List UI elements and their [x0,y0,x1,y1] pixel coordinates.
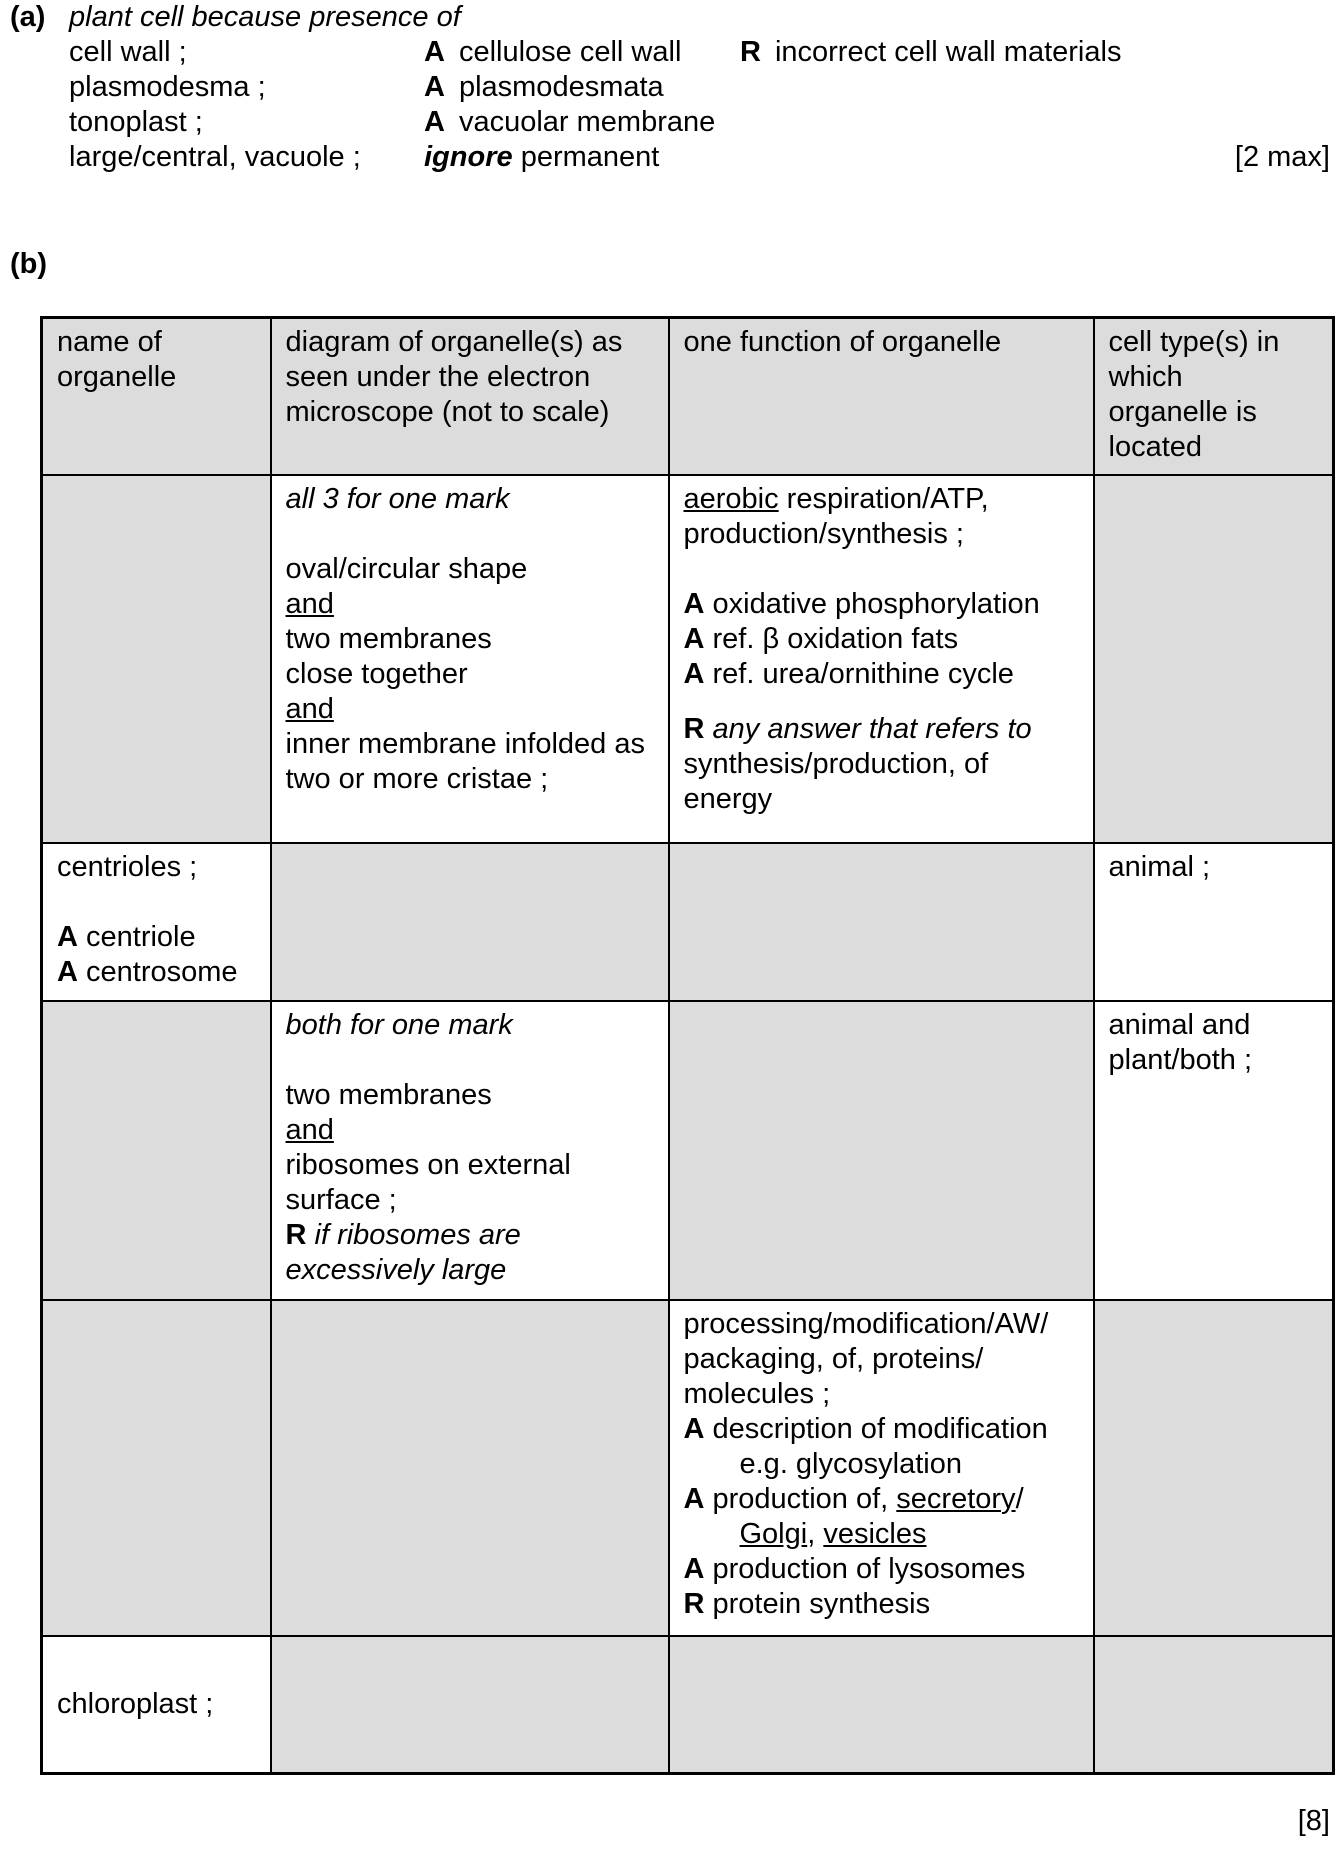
row1-name-cell [42,475,271,843]
accept-prefix: A [683,622,705,655]
part-a-answer-2: plasmodesma ; [69,71,266,103]
part-a-note-1 [424,35,681,70]
accept-prefix: A [683,657,705,690]
function-text: packaging, of, proteins/ [683,1342,984,1375]
diagram-line: close together [285,657,468,690]
row5-diagram-cell [271,1636,669,1774]
note-text: plasmodesmata [458,71,664,103]
mark-scheme-note: all 3 for one mark [285,482,510,515]
table-row [42,1300,1334,1636]
row1-cell-type-cell [1094,475,1334,843]
row2-cell-type-cell [1094,843,1334,1001]
and-connector: and [285,1113,334,1146]
accept-prefix: A [683,1552,705,1585]
table-header-row [42,318,1334,475]
diagram-line: oval/circular shape [285,552,528,585]
row4-name-cell [42,1300,271,1636]
part-a-answer-3: tonoplast ; [69,106,203,138]
accept-prefix: A [683,587,705,620]
reject-text: excessively large [285,1253,507,1286]
header-line: seen under the electron [285,361,591,393]
function-text: respiration/ATP, [778,482,989,515]
accept-prefix: A [424,36,445,68]
diagram-line: two or more cristae ; [285,762,549,795]
part-a-label: (a) [10,1,46,33]
header-line: cell type(s) in [1108,326,1280,358]
part-b-marks: [8] [1297,1805,1330,1837]
row2-function-cell [669,843,1094,1001]
header-line: located [1108,431,1203,463]
part-a-note-2 [424,70,664,105]
accept-prefix: A [424,106,445,138]
header-line: organelle is [1108,396,1257,428]
header-name [42,318,271,475]
table-row [42,843,1334,1001]
header-line: name of [57,326,162,358]
header-function [669,318,1094,475]
function-text: production/synthesis ; [683,517,964,550]
row5-cell-type-cell [1094,1636,1334,1774]
reject-prefix: R [285,1218,307,1251]
row2-name-cell [42,843,271,1001]
row4-function-cell [669,1300,1094,1636]
row1-diagram-cell [271,475,669,843]
reject-prefix: R [740,36,761,68]
cell-type: animal ; [1108,850,1211,883]
diagram-line: two membranes [285,622,492,655]
alternative-name: centriole [77,920,196,953]
function-text: oxidative phosphorylation [704,587,1040,620]
function-text: description of modification [704,1412,1048,1445]
function-text: processing/modification/AW/ [683,1307,1049,1340]
header-cell-type [1094,318,1334,475]
cell-type: animal and [1108,1008,1251,1041]
row5-function-cell [669,1636,1094,1774]
part-b-label: (b) [10,248,48,280]
organelle-table [40,316,1335,1775]
function-text: e.g. glycosylation [739,1447,962,1480]
function-text: production of, [704,1482,897,1515]
function-text: energy [683,782,773,815]
function-text: production of lysosomes [704,1552,1026,1585]
row4-diagram-cell [271,1300,669,1636]
function-text: synthesis/production, of [683,747,989,780]
part-a-marks: [2 max] [1234,141,1330,173]
reject-prefix: R [683,1587,705,1620]
part-a-answer-4: large/central, vacuole ; [69,141,361,173]
header-line: microscope (not to scale) [285,396,610,428]
accept-prefix: A [424,71,445,103]
accept-prefix: A [57,920,78,953]
reject-text: any answer that refers to [704,712,1032,745]
diagram-line: surface ; [285,1183,397,1216]
function-text: ref. β oxidation fats [704,622,959,655]
underlined-term: Golgi [739,1517,808,1550]
row3-cell-type-cell [1094,1001,1334,1300]
row1-function-cell [669,475,1094,843]
function-text: ref. urea/ornithine cycle [704,657,1014,690]
table-row [42,1636,1334,1774]
diagram-line: two membranes [285,1078,492,1111]
row5-name-cell [42,1636,271,1774]
and-connector: and [285,587,334,620]
note-text: permanent [520,141,660,173]
header-line: organelle [57,361,177,393]
header-line: diagram of organelle(s) as [285,326,623,358]
row3-diagram-cell [271,1001,669,1300]
header-line: one function of organelle [683,326,1002,358]
underlined-term: vesicles [823,1517,927,1550]
cell-type: plant/both ; [1108,1043,1252,1076]
extra-text: incorrect cell wall materials [774,36,1122,68]
note-text: cellulose cell wall [458,36,682,68]
and-connector: and [285,692,334,725]
part-a-extra-1 [740,35,1121,70]
note-text: vacuolar membrane [458,106,716,138]
part-a-note-3 [424,105,715,140]
header-diagram [271,318,669,475]
diagram-line: inner membrane infolded as [285,727,645,760]
function-text: molecules ; [683,1377,831,1410]
organelle-name: chloroplast ; [57,1687,214,1720]
function-text: , [807,1517,824,1550]
ignore-prefix: ignore [424,141,513,173]
function-text: / [1015,1482,1024,1515]
table-row [42,1001,1334,1300]
row3-function-cell [669,1001,1094,1300]
organelle-name: centrioles ; [57,850,198,883]
alternative-name: centrosome [77,955,238,988]
part-a-intro: plant cell because presence of [69,1,461,33]
underlined-term: aerobic [683,482,779,515]
diagram-line: ribosomes on external [285,1148,571,1181]
row4-cell-type-cell [1094,1300,1334,1636]
function-text: protein synthesis [704,1587,931,1620]
header-line: which [1108,361,1183,393]
accept-prefix: A [683,1482,705,1515]
table-row [42,475,1334,843]
mark-scheme-note: both for one mark [285,1008,513,1041]
accept-prefix: A [683,1412,705,1445]
reject-prefix: R [683,712,705,745]
reject-text: if ribosomes are [306,1218,521,1251]
accept-prefix: A [57,955,78,988]
row2-diagram-cell [271,843,669,1001]
part-a-note-4 [424,140,659,175]
part-a-answer-1: cell wall ; [69,36,187,68]
row3-name-cell [42,1001,271,1300]
underlined-term: secretory [896,1482,1016,1515]
